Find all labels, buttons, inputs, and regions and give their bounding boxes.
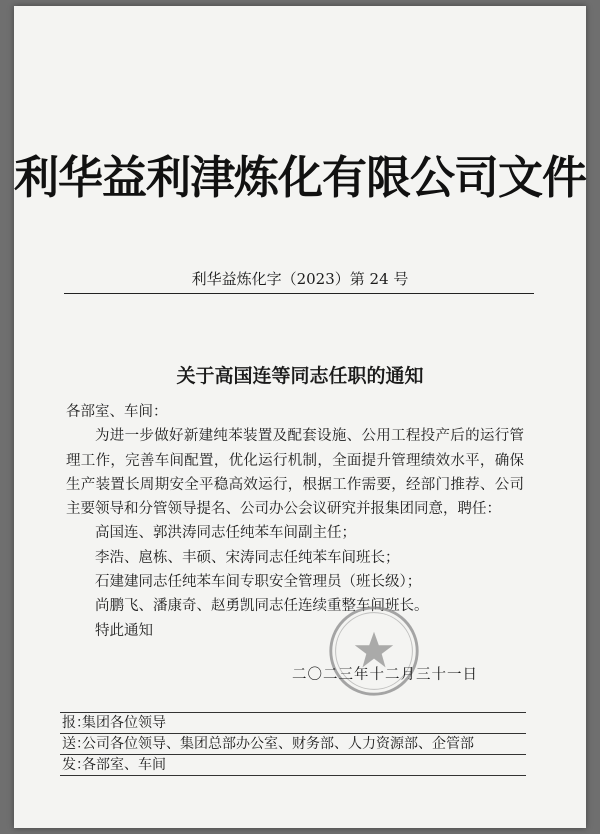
appointment-line: 李浩、扈栋、丰硕、宋涛同志任纯苯车间班长； bbox=[95, 549, 400, 566]
distribution-block bbox=[60, 712, 526, 776]
send-to-value: 公司各位领导、集团总部办公室、财务部、人力资源部、企管部 bbox=[82, 736, 474, 752]
issue-to-label: 发： bbox=[62, 757, 90, 773]
report-to-row bbox=[60, 713, 526, 733]
appointment-line: 尚鹏飞、潘康奇、赵勇凯同志任连续重整车间班长。 bbox=[95, 598, 429, 615]
document-number: 利华益炼化字（2023）第 24 号 bbox=[191, 270, 409, 288]
salutation: 各部室、车间： bbox=[66, 404, 168, 420]
signoff: 特此通知 bbox=[95, 622, 153, 639]
issue-date: 二〇二三年十二月三十一日 bbox=[292, 667, 478, 683]
distribution-divider bbox=[60, 775, 526, 776]
appointment-line: 石建建同志任纯苯车间专职安全管理员（班长级）； bbox=[95, 574, 422, 591]
send-to-label: 送： bbox=[62, 736, 90, 752]
send-to-row bbox=[60, 734, 526, 754]
notice-body bbox=[66, 400, 524, 643]
issue-to-value: 各部室、车间 bbox=[82, 757, 166, 773]
header-divider bbox=[64, 293, 534, 294]
notice-title: 关于高国连等同志任职的通知 bbox=[176, 365, 424, 387]
intro-paragraph: 为进一步做好新建纯苯装置及配套设施、公用工程投产后的运行管理工作，完善车间配置，优化运行机制，全面提升管理绩效水平，确保生产装置长周期安全平稳高效运行，根据工作需要，经部门推荐、公司主要领导和分管领导提名、公司办公会议研究并报集团同意，聘任： bbox=[66, 428, 524, 518]
document-header-title: 利华益利津炼化有限公司文件 bbox=[14, 151, 587, 204]
company-seal-icon bbox=[326, 603, 422, 699]
appointment-line: 高国连、郭洪涛同志任纯苯车间副主任； bbox=[95, 525, 356, 542]
report-to-value: 集团各位领导 bbox=[82, 715, 166, 731]
report-to-label: 报： bbox=[62, 715, 90, 731]
issue-to-row bbox=[60, 755, 526, 775]
